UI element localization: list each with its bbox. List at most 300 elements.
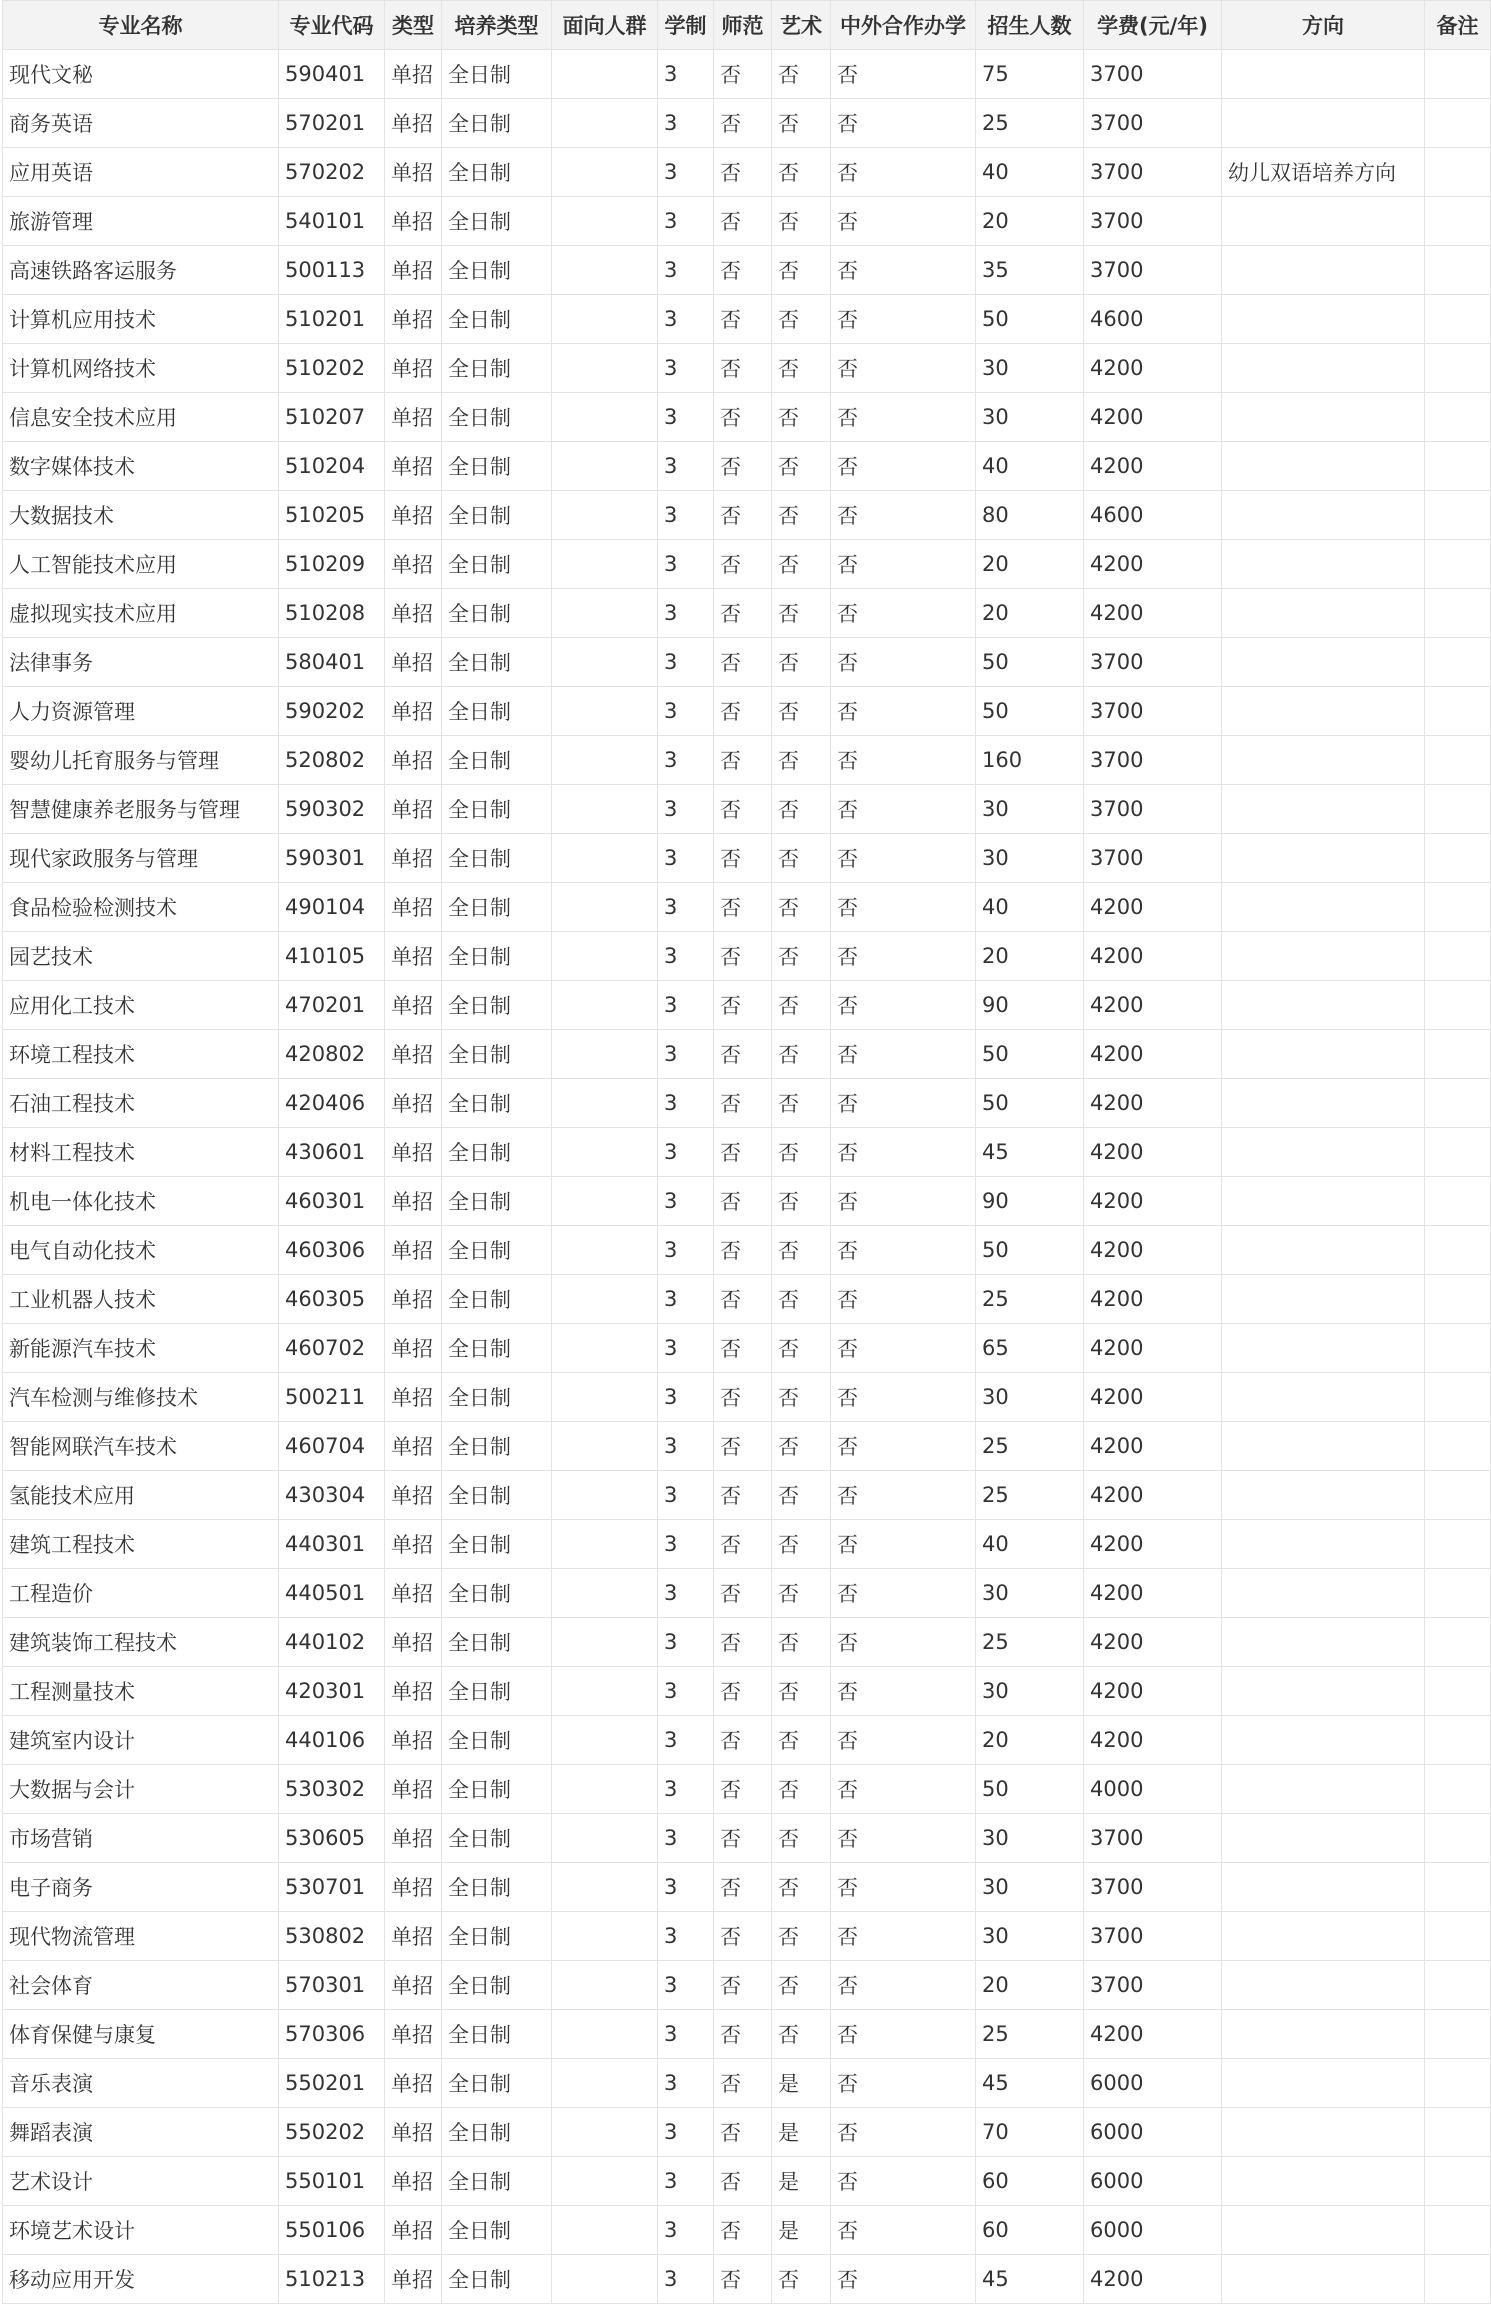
col-art-cell: 否 bbox=[772, 1471, 831, 1520]
col-remarks-cell bbox=[1425, 638, 1491, 687]
col-duration-cell: 3 bbox=[658, 491, 714, 540]
col-direction-cell bbox=[1222, 1324, 1425, 1373]
col-remarks-cell bbox=[1425, 2010, 1491, 2059]
col-audience-cell bbox=[552, 883, 658, 932]
table-row bbox=[3, 246, 1491, 295]
col-name-cell: 计算机应用技术 bbox=[3, 295, 279, 344]
col-name-cell: 婴幼儿托育服务与管理 bbox=[3, 736, 279, 785]
col-training-cell: 全日制 bbox=[442, 834, 552, 883]
col-direction-cell: 幼儿双语培养方向 bbox=[1222, 148, 1425, 197]
col-direction-cell bbox=[1222, 442, 1425, 491]
col-remarks-cell bbox=[1425, 883, 1491, 932]
col-audience-cell bbox=[552, 2255, 658, 2304]
col-tuition-cell: 3700 bbox=[1084, 197, 1222, 246]
col-enrollment-cell: 30 bbox=[976, 1569, 1084, 1618]
col-direction-cell bbox=[1222, 589, 1425, 638]
col-direction-cell bbox=[1222, 687, 1425, 736]
col-enrollment-cell: 70 bbox=[976, 2108, 1084, 2157]
col-normal-cell: 否 bbox=[714, 785, 772, 834]
col-training-cell: 全日制 bbox=[442, 50, 552, 99]
col-remarks-cell bbox=[1425, 99, 1491, 148]
col-tuition-cell: 6000 bbox=[1084, 2108, 1222, 2157]
col-name-header: 专业名称 bbox=[3, 1, 279, 50]
col-sino-foreign-cell: 否 bbox=[831, 785, 976, 834]
col-audience-cell bbox=[552, 589, 658, 638]
col-duration-cell: 3 bbox=[658, 2255, 714, 2304]
col-name-cell: 音乐表演 bbox=[3, 2059, 279, 2108]
col-duration-cell: 3 bbox=[658, 2157, 714, 2206]
col-direction-cell bbox=[1222, 491, 1425, 540]
table-header bbox=[3, 1, 1491, 50]
col-remarks-cell bbox=[1425, 1814, 1491, 1863]
col-audience-cell bbox=[552, 1471, 658, 1520]
table-row bbox=[3, 2206, 1491, 2255]
col-tuition-cell: 3700 bbox=[1084, 736, 1222, 785]
col-type-cell: 单招 bbox=[385, 197, 442, 246]
col-training-cell: 全日制 bbox=[442, 785, 552, 834]
col-art-cell: 否 bbox=[772, 1324, 831, 1373]
table-row bbox=[3, 1667, 1491, 1716]
col-tuition-cell: 4200 bbox=[1084, 1373, 1222, 1422]
col-name-cell: 社会体育 bbox=[3, 1961, 279, 2010]
col-enrollment-cell: 25 bbox=[976, 1471, 1084, 1520]
col-art-cell: 否 bbox=[772, 1961, 831, 2010]
col-sino-foreign-cell: 否 bbox=[831, 1520, 976, 1569]
col-training-cell: 全日制 bbox=[442, 2059, 552, 2108]
col-code-cell: 510213 bbox=[279, 2255, 385, 2304]
col-tuition-cell: 4600 bbox=[1084, 491, 1222, 540]
col-duration-cell: 3 bbox=[658, 834, 714, 883]
col-normal-cell: 否 bbox=[714, 491, 772, 540]
col-training-cell: 全日制 bbox=[442, 1765, 552, 1814]
col-direction-cell bbox=[1222, 1422, 1425, 1471]
col-name-cell: 电子商务 bbox=[3, 1863, 279, 1912]
col-training-cell: 全日制 bbox=[442, 981, 552, 1030]
col-code-cell: 420802 bbox=[279, 1030, 385, 1079]
table-row bbox=[3, 1961, 1491, 2010]
col-audience-cell bbox=[552, 1716, 658, 1765]
col-audience-cell bbox=[552, 148, 658, 197]
col-name-cell: 体育保健与康复 bbox=[3, 2010, 279, 2059]
col-remarks-cell bbox=[1425, 2157, 1491, 2206]
col-duration-cell: 3 bbox=[658, 246, 714, 295]
col-remarks-cell bbox=[1425, 1520, 1491, 1569]
col-audience-cell bbox=[552, 1324, 658, 1373]
col-sino-foreign-cell: 否 bbox=[831, 834, 976, 883]
col-name-cell: 环境工程技术 bbox=[3, 1030, 279, 1079]
col-duration-cell: 3 bbox=[658, 1079, 714, 1128]
col-audience-cell bbox=[552, 295, 658, 344]
col-duration-cell: 3 bbox=[658, 589, 714, 638]
col-training-cell: 全日制 bbox=[442, 1618, 552, 1667]
col-sino-foreign-cell: 否 bbox=[831, 932, 976, 981]
col-code-cell: 550202 bbox=[279, 2108, 385, 2157]
col-remarks-cell bbox=[1425, 785, 1491, 834]
col-name-cell: 工业机器人技术 bbox=[3, 1275, 279, 1324]
col-duration-cell: 3 bbox=[658, 1471, 714, 1520]
col-tuition-cell: 4200 bbox=[1084, 2255, 1222, 2304]
col-enrollment-cell: 30 bbox=[976, 1912, 1084, 1961]
col-direction-cell bbox=[1222, 1814, 1425, 1863]
col-training-cell: 全日制 bbox=[442, 1079, 552, 1128]
col-enrollment-cell: 80 bbox=[976, 491, 1084, 540]
col-training-cell: 全日制 bbox=[442, 1569, 552, 1618]
col-enrollment-cell: 50 bbox=[976, 638, 1084, 687]
col-type-cell: 单招 bbox=[385, 1324, 442, 1373]
col-type-cell: 单招 bbox=[385, 638, 442, 687]
col-code-cell: 510204 bbox=[279, 442, 385, 491]
col-duration-cell: 3 bbox=[658, 1765, 714, 1814]
col-sino-foreign-cell: 否 bbox=[831, 50, 976, 99]
col-type-cell: 单招 bbox=[385, 1128, 442, 1177]
col-enrollment-cell: 45 bbox=[976, 2255, 1084, 2304]
col-audience-cell bbox=[552, 1275, 658, 1324]
col-tuition-cell: 4200 bbox=[1084, 344, 1222, 393]
col-enrollment-cell: 65 bbox=[976, 1324, 1084, 1373]
col-duration-cell: 3 bbox=[658, 197, 714, 246]
col-name-cell: 现代物流管理 bbox=[3, 1912, 279, 1961]
col-art-cell: 否 bbox=[772, 491, 831, 540]
col-tuition-cell: 4200 bbox=[1084, 1667, 1222, 1716]
col-direction-cell bbox=[1222, 1618, 1425, 1667]
col-duration-cell: 3 bbox=[658, 1324, 714, 1373]
col-art-cell: 否 bbox=[772, 883, 831, 932]
col-remarks-cell bbox=[1425, 1177, 1491, 1226]
table-row bbox=[3, 1814, 1491, 1863]
col-enrollment-cell: 90 bbox=[976, 1177, 1084, 1226]
col-name-cell: 艺术设计 bbox=[3, 2157, 279, 2206]
col-art-cell: 否 bbox=[772, 589, 831, 638]
col-type-cell: 单招 bbox=[385, 1569, 442, 1618]
col-remarks-cell bbox=[1425, 687, 1491, 736]
col-sino-foreign-cell: 否 bbox=[831, 687, 976, 736]
col-tuition-cell: 4200 bbox=[1084, 1128, 1222, 1177]
col-art-cell: 否 bbox=[772, 1912, 831, 1961]
col-audience-cell bbox=[552, 1422, 658, 1471]
col-name-cell: 智慧健康养老服务与管理 bbox=[3, 785, 279, 834]
col-sino-foreign-cell: 否 bbox=[831, 736, 976, 785]
col-enrollment-cell: 160 bbox=[976, 736, 1084, 785]
col-audience-cell bbox=[552, 2108, 658, 2157]
table-row bbox=[3, 1716, 1491, 1765]
col-remarks-cell bbox=[1425, 246, 1491, 295]
col-training-cell: 全日制 bbox=[442, 932, 552, 981]
col-direction-cell bbox=[1222, 1373, 1425, 1422]
col-sino-foreign-cell: 否 bbox=[831, 638, 976, 687]
col-audience-cell bbox=[552, 1618, 658, 1667]
col-code-cell: 570301 bbox=[279, 1961, 385, 2010]
col-code-cell: 470201 bbox=[279, 981, 385, 1030]
col-enrollment-cell: 20 bbox=[976, 1961, 1084, 2010]
col-sino-foreign-cell: 否 bbox=[831, 1373, 976, 1422]
col-normal-cell: 否 bbox=[714, 197, 772, 246]
col-art-cell: 否 bbox=[772, 1079, 831, 1128]
col-training-cell: 全日制 bbox=[442, 1814, 552, 1863]
col-name-cell: 园艺技术 bbox=[3, 932, 279, 981]
col-normal-cell: 否 bbox=[714, 981, 772, 1030]
col-art-cell: 否 bbox=[772, 932, 831, 981]
col-name-cell: 电气自动化技术 bbox=[3, 1226, 279, 1275]
col-tuition-cell: 4200 bbox=[1084, 1422, 1222, 1471]
col-audience-cell bbox=[552, 1373, 658, 1422]
col-audience-cell bbox=[552, 638, 658, 687]
col-tuition-cell: 3700 bbox=[1084, 1814, 1222, 1863]
table-row bbox=[3, 883, 1491, 932]
col-normal-cell: 否 bbox=[714, 2255, 772, 2304]
col-training-cell: 全日制 bbox=[442, 1324, 552, 1373]
col-sino-foreign-cell: 否 bbox=[831, 1912, 976, 1961]
col-art-cell: 否 bbox=[772, 1373, 831, 1422]
col-normal-cell: 否 bbox=[714, 246, 772, 295]
col-tuition-cell: 4200 bbox=[1084, 393, 1222, 442]
col-sino-foreign-cell: 否 bbox=[831, 1569, 976, 1618]
table-row bbox=[3, 932, 1491, 981]
col-normal-cell: 否 bbox=[714, 1128, 772, 1177]
col-sino-foreign-cell: 否 bbox=[831, 1275, 976, 1324]
col-type-header: 类型 bbox=[385, 1, 442, 50]
col-tuition-cell: 4200 bbox=[1084, 1079, 1222, 1128]
col-tuition-cell: 6000 bbox=[1084, 2206, 1222, 2255]
col-code-cell: 570202 bbox=[279, 148, 385, 197]
col-training-cell: 全日制 bbox=[442, 540, 552, 589]
col-audience-cell bbox=[552, 1765, 658, 1814]
col-duration-cell: 3 bbox=[658, 1226, 714, 1275]
col-duration-cell: 3 bbox=[658, 736, 714, 785]
col-direction-cell bbox=[1222, 1030, 1425, 1079]
col-art-cell: 否 bbox=[772, 981, 831, 1030]
col-direction-cell bbox=[1222, 295, 1425, 344]
col-direction-cell bbox=[1222, 1569, 1425, 1618]
col-type-cell: 单招 bbox=[385, 1912, 442, 1961]
table-row bbox=[3, 99, 1491, 148]
col-type-cell: 单招 bbox=[385, 1961, 442, 2010]
col-type-cell: 单招 bbox=[385, 834, 442, 883]
col-code-cell: 530302 bbox=[279, 1765, 385, 1814]
col-tuition-cell: 4200 bbox=[1084, 2010, 1222, 2059]
col-normal-cell: 否 bbox=[714, 1912, 772, 1961]
col-art-cell: 是 bbox=[772, 2059, 831, 2108]
col-enrollment-cell: 20 bbox=[976, 1716, 1084, 1765]
col-normal-cell: 否 bbox=[714, 1324, 772, 1373]
col-direction-cell bbox=[1222, 1471, 1425, 1520]
col-normal-cell: 否 bbox=[714, 2206, 772, 2255]
col-remarks-cell bbox=[1425, 1030, 1491, 1079]
col-audience-cell bbox=[552, 99, 658, 148]
col-sino-foreign-cell: 否 bbox=[831, 2255, 976, 2304]
col-audience-cell bbox=[552, 1520, 658, 1569]
col-training-cell: 全日制 bbox=[442, 246, 552, 295]
col-tuition-cell: 4200 bbox=[1084, 1569, 1222, 1618]
col-duration-cell: 3 bbox=[658, 1863, 714, 1912]
col-sino-foreign-cell: 否 bbox=[831, 540, 976, 589]
col-direction-cell bbox=[1222, 1863, 1425, 1912]
col-sino-foreign-cell: 否 bbox=[831, 148, 976, 197]
col-name-cell: 大数据与会计 bbox=[3, 1765, 279, 1814]
table-row bbox=[3, 1324, 1491, 1373]
col-duration-cell: 3 bbox=[658, 687, 714, 736]
table-row bbox=[3, 2010, 1491, 2059]
col-type-cell: 单招 bbox=[385, 1471, 442, 1520]
col-code-cell: 460704 bbox=[279, 1422, 385, 1471]
col-sino-foreign-cell: 否 bbox=[831, 1177, 976, 1226]
col-remarks-cell bbox=[1425, 1275, 1491, 1324]
col-training-cell: 全日制 bbox=[442, 1275, 552, 1324]
col-type-cell: 单招 bbox=[385, 589, 442, 638]
col-audience-cell bbox=[552, 442, 658, 491]
col-enrollment-cell: 30 bbox=[976, 1814, 1084, 1863]
col-code-cell: 530605 bbox=[279, 1814, 385, 1863]
col-remarks-cell bbox=[1425, 2255, 1491, 2304]
col-duration-cell: 3 bbox=[658, 1177, 714, 1226]
col-audience-cell bbox=[552, 1030, 658, 1079]
col-sino-foreign-cell: 否 bbox=[831, 589, 976, 638]
col-art-cell: 否 bbox=[772, 1569, 831, 1618]
col-tuition-cell: 4200 bbox=[1084, 442, 1222, 491]
col-tuition-cell: 4200 bbox=[1084, 1226, 1222, 1275]
header-row bbox=[3, 1, 1491, 50]
col-art-cell: 否 bbox=[772, 50, 831, 99]
col-type-cell: 单招 bbox=[385, 295, 442, 344]
col-type-cell: 单招 bbox=[385, 1520, 442, 1569]
col-tuition-cell: 3700 bbox=[1084, 50, 1222, 99]
col-normal-cell: 否 bbox=[714, 1079, 772, 1128]
col-remarks-cell bbox=[1425, 981, 1491, 1030]
col-direction-cell bbox=[1222, 1961, 1425, 2010]
col-training-cell: 全日制 bbox=[442, 344, 552, 393]
table-row bbox=[3, 1275, 1491, 1324]
col-code-cell: 550201 bbox=[279, 2059, 385, 2108]
col-tuition-cell: 6000 bbox=[1084, 2157, 1222, 2206]
col-type-cell: 单招 bbox=[385, 785, 442, 834]
col-type-cell: 单招 bbox=[385, 1373, 442, 1422]
table-row bbox=[3, 785, 1491, 834]
col-tuition-cell: 4200 bbox=[1084, 1177, 1222, 1226]
col-audience-cell bbox=[552, 687, 658, 736]
col-duration-cell: 3 bbox=[658, 883, 714, 932]
col-code-cell: 570201 bbox=[279, 99, 385, 148]
col-sino-foreign-header: 中外合作办学 bbox=[831, 1, 976, 50]
col-audience-cell bbox=[552, 246, 658, 295]
col-art-cell: 否 bbox=[772, 1275, 831, 1324]
col-tuition-cell: 4200 bbox=[1084, 1618, 1222, 1667]
col-direction-cell bbox=[1222, 344, 1425, 393]
col-name-cell: 高速铁路客运服务 bbox=[3, 246, 279, 295]
col-enrollment-header: 招生人数 bbox=[976, 1, 1084, 50]
col-sino-foreign-cell: 否 bbox=[831, 344, 976, 393]
col-duration-cell: 3 bbox=[658, 1814, 714, 1863]
col-enrollment-cell: 30 bbox=[976, 393, 1084, 442]
col-remarks-cell bbox=[1425, 295, 1491, 344]
table-row bbox=[3, 2157, 1491, 2206]
col-direction-cell bbox=[1222, 2157, 1425, 2206]
col-duration-cell: 3 bbox=[658, 2059, 714, 2108]
major-table bbox=[2, 0, 1491, 2304]
col-code-cell: 460301 bbox=[279, 1177, 385, 1226]
col-name-cell: 建筑室内设计 bbox=[3, 1716, 279, 1765]
col-art-cell: 否 bbox=[772, 2255, 831, 2304]
col-duration-cell: 3 bbox=[658, 99, 714, 148]
col-direction-cell bbox=[1222, 981, 1425, 1030]
col-art-cell: 否 bbox=[772, 687, 831, 736]
col-direction-cell bbox=[1222, 1128, 1425, 1177]
col-remarks-cell bbox=[1425, 2059, 1491, 2108]
col-audience-cell bbox=[552, 1128, 658, 1177]
col-duration-cell: 3 bbox=[658, 1912, 714, 1961]
col-normal-cell: 否 bbox=[714, 1373, 772, 1422]
col-direction-cell bbox=[1222, 50, 1425, 99]
col-name-cell: 食品检验检测技术 bbox=[3, 883, 279, 932]
col-enrollment-cell: 40 bbox=[976, 148, 1084, 197]
col-normal-cell: 否 bbox=[714, 883, 772, 932]
col-duration-cell: 3 bbox=[658, 442, 714, 491]
col-direction-cell bbox=[1222, 1765, 1425, 1814]
col-name-cell: 人力资源管理 bbox=[3, 687, 279, 736]
col-training-cell: 全日制 bbox=[442, 2010, 552, 2059]
col-sino-foreign-cell: 否 bbox=[831, 1128, 976, 1177]
col-sino-foreign-cell: 否 bbox=[831, 981, 976, 1030]
col-duration-cell: 3 bbox=[658, 785, 714, 834]
col-art-cell: 否 bbox=[772, 1863, 831, 1912]
col-normal-cell: 否 bbox=[714, 687, 772, 736]
col-direction-cell bbox=[1222, 1226, 1425, 1275]
col-duration-cell: 3 bbox=[658, 932, 714, 981]
col-training-cell: 全日制 bbox=[442, 2255, 552, 2304]
col-training-cell: 全日制 bbox=[442, 1030, 552, 1079]
col-code-cell: 410105 bbox=[279, 932, 385, 981]
col-training-cell: 全日制 bbox=[442, 1912, 552, 1961]
col-type-cell: 单招 bbox=[385, 981, 442, 1030]
col-sino-foreign-cell: 否 bbox=[831, 99, 976, 148]
table-row bbox=[3, 1030, 1491, 1079]
col-art-cell: 否 bbox=[772, 638, 831, 687]
col-duration-cell: 3 bbox=[658, 344, 714, 393]
col-art-cell: 是 bbox=[772, 2157, 831, 2206]
col-enrollment-cell: 40 bbox=[976, 442, 1084, 491]
col-normal-cell: 否 bbox=[714, 932, 772, 981]
col-name-cell: 移动应用开发 bbox=[3, 2255, 279, 2304]
col-remarks-cell bbox=[1425, 540, 1491, 589]
col-remarks-cell bbox=[1425, 491, 1491, 540]
col-tuition-cell: 4200 bbox=[1084, 932, 1222, 981]
col-duration-cell: 3 bbox=[658, 540, 714, 589]
col-art-cell: 否 bbox=[772, 246, 831, 295]
col-enrollment-cell: 20 bbox=[976, 540, 1084, 589]
col-code-cell: 500113 bbox=[279, 246, 385, 295]
col-training-cell: 全日制 bbox=[442, 1226, 552, 1275]
col-sino-foreign-cell: 否 bbox=[831, 1471, 976, 1520]
col-training-cell: 全日制 bbox=[442, 99, 552, 148]
col-duration-cell: 3 bbox=[658, 1667, 714, 1716]
col-training-cell: 全日制 bbox=[442, 197, 552, 246]
col-name-cell: 汽车检测与维修技术 bbox=[3, 1373, 279, 1422]
col-art-cell: 否 bbox=[772, 1814, 831, 1863]
col-art-cell: 是 bbox=[772, 2108, 831, 2157]
col-normal-cell: 否 bbox=[714, 1471, 772, 1520]
col-tuition-cell: 4200 bbox=[1084, 1275, 1222, 1324]
col-normal-cell: 否 bbox=[714, 148, 772, 197]
col-name-cell: 建筑装饰工程技术 bbox=[3, 1618, 279, 1667]
col-name-cell: 旅游管理 bbox=[3, 197, 279, 246]
col-normal-cell: 否 bbox=[714, 99, 772, 148]
col-training-cell: 全日制 bbox=[442, 442, 552, 491]
col-code-cell: 510202 bbox=[279, 344, 385, 393]
col-tuition-cell: 4200 bbox=[1084, 1030, 1222, 1079]
col-enrollment-cell: 50 bbox=[976, 1079, 1084, 1128]
col-type-cell: 单招 bbox=[385, 1618, 442, 1667]
table-row bbox=[3, 2255, 1491, 2304]
col-normal-cell: 否 bbox=[714, 1716, 772, 1765]
col-duration-cell: 3 bbox=[658, 1520, 714, 1569]
